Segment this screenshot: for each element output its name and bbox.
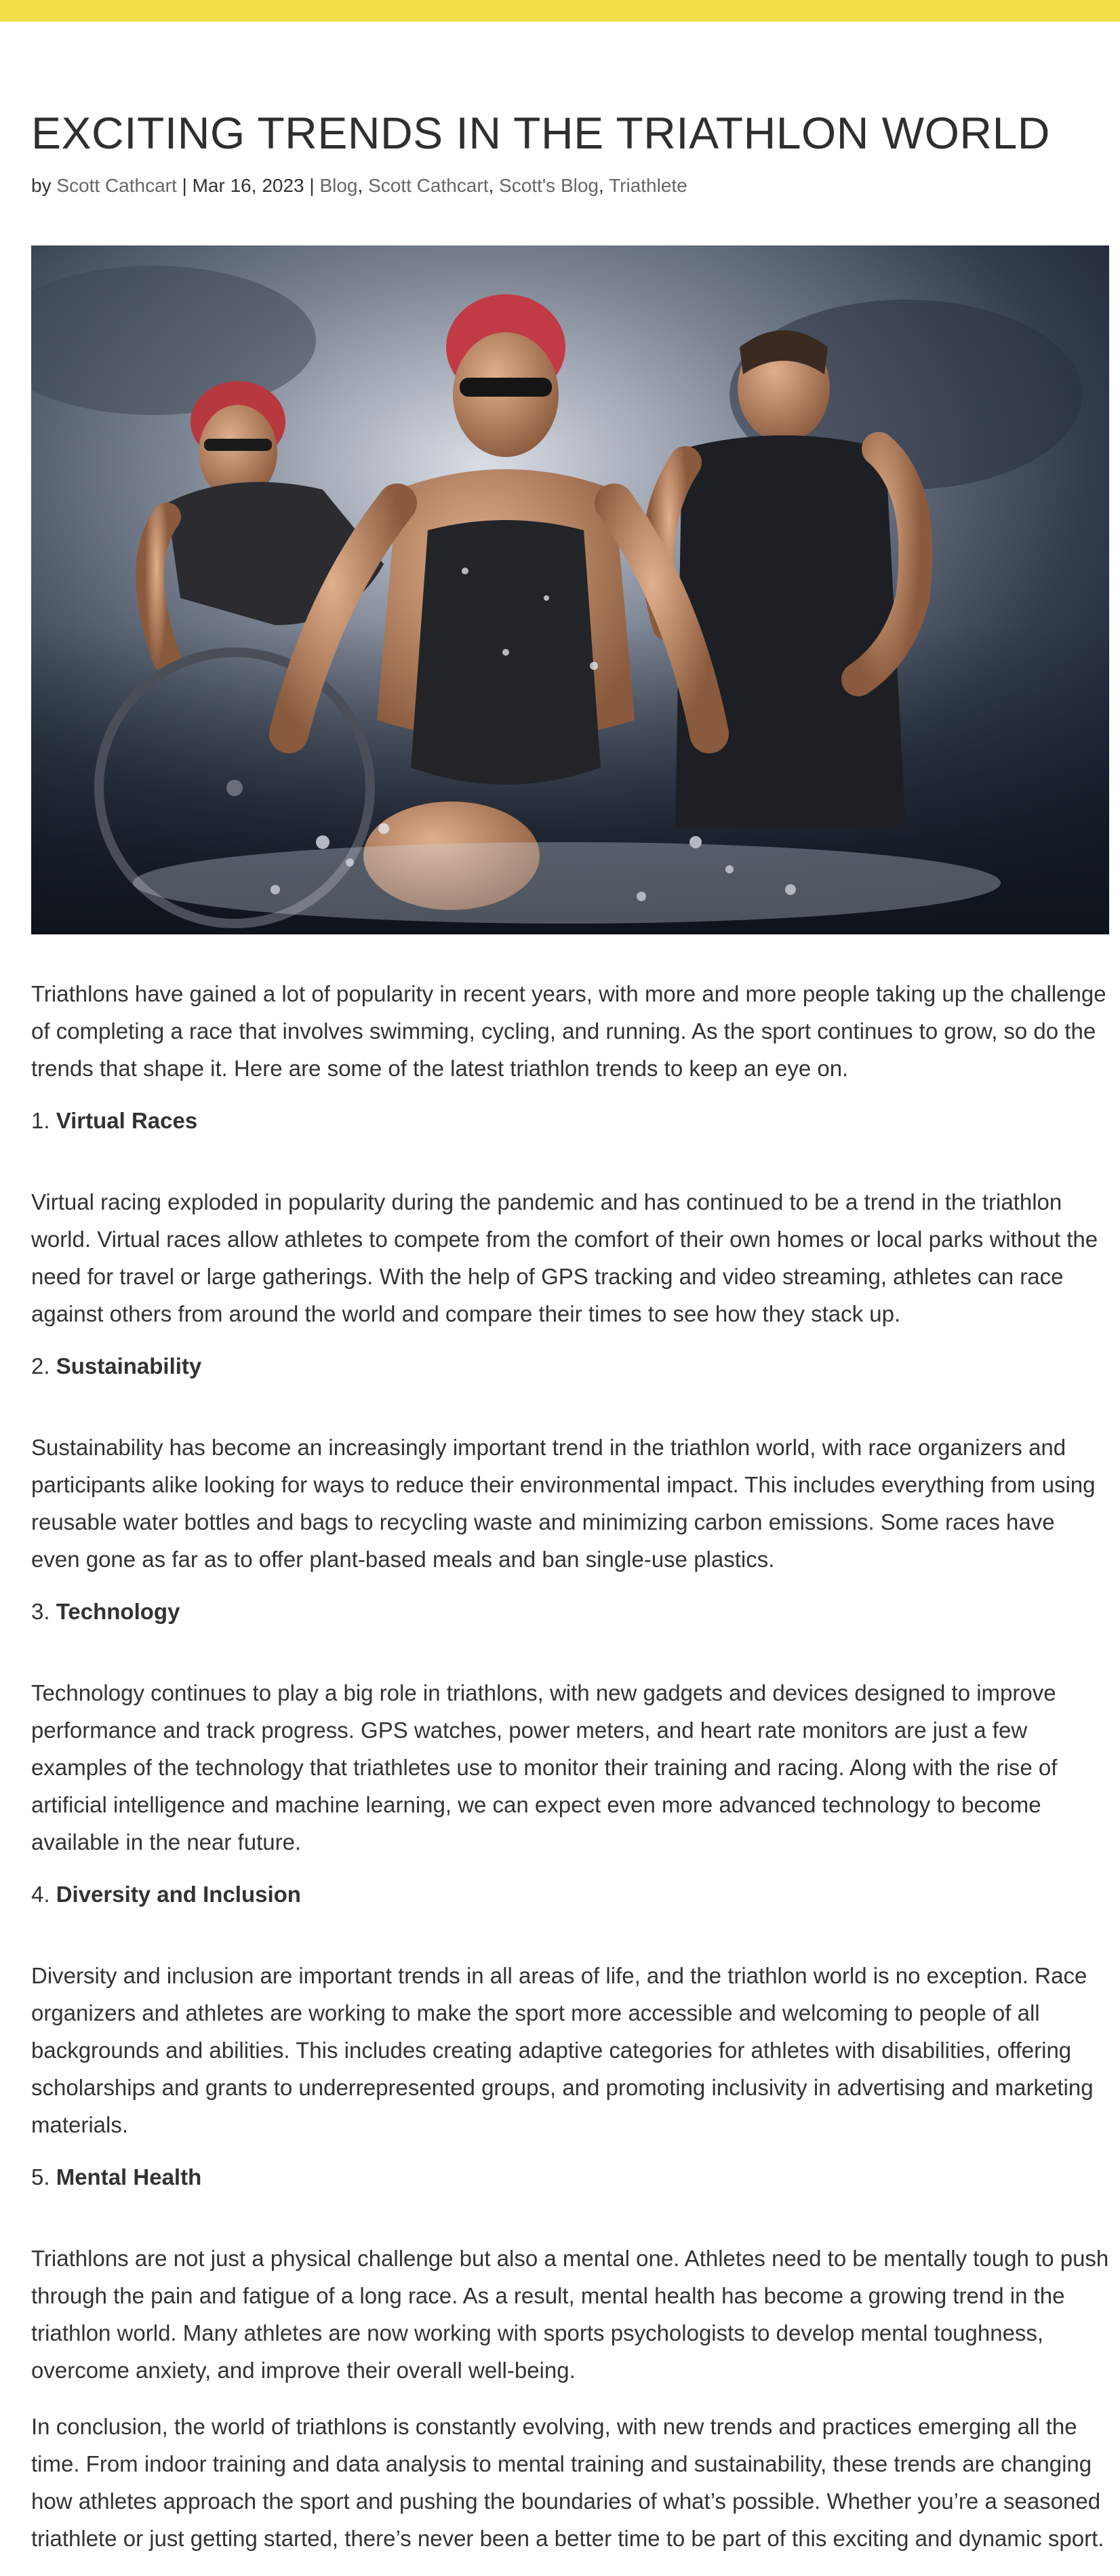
section-title: Virtual Races <box>56 1108 198 1133</box>
blog-post <box>31 102 1109 2576</box>
section-number: 4. <box>31 1882 50 1907</box>
meta-by: by <box>31 175 52 196</box>
post-meta: by Scott Cathcart | Mar 16, 2023 | Blog, Scott Cathcart, Scott's Blog, Triathlete <box>31 175 687 196</box>
section-title: Mental Health <box>56 2164 202 2189</box>
section-number: 1. <box>31 1108 50 1133</box>
section-title: Sustainability <box>56 1353 202 1379</box>
category-link-scott-cathcart[interactable]: Scott Cathcart <box>368 175 489 196</box>
category-link-triathlete[interactable]: Triathlete <box>609 175 687 196</box>
section-heading-mental-health <box>31 2162 1109 2192</box>
section-paragraph: Virtual racing exploded in popularity during the pandemic and has continued to be a trend in the triathlon world. Virtual races allow athletes to compete from the comfort of their own homes or local parks without the need for travel or large gatherings. With the help of GPS tracking and video streaming, athletes can race against others from around the world and compare their times to see how they stack up. <box>31 1189 1098 1326</box>
intro-paragraph: Triathlons have gained a lot of popularity in recent years, with more and more people taking up the challenge of completing a race that involves swimming, cycling, and running. As the sport continues to grow, so do the trends that shape it. Here are some of the latest triathlon trends to keep an eye on. <box>31 981 1106 1081</box>
triathlon-athletes-illustration <box>31 245 1109 934</box>
featured-image <box>31 245 1109 934</box>
meta-separator: | <box>309 175 315 196</box>
category-link-scotts-blog[interactable]: Scott's Blog <box>499 175 599 196</box>
section-paragraph: Technology continues to play a big role in triathlons, with new gadgets and devices designed to improve performance and track progress. GPS watches, power meters, and heart rate monitors are just a few examples of the technology that triathletes use to monitor their training and racing. Along with the rise of artificial intelligence and machine learning, we can expect even more advanced technology to become available in the near future. <box>31 1680 1058 1855</box>
section-title: Technology <box>56 1599 180 1624</box>
top-accent-bar <box>0 0 1120 22</box>
meta-separator: | <box>182 175 187 196</box>
section-number: 3. <box>31 1599 50 1624</box>
post-date: Mar 16, 2023 <box>192 175 304 196</box>
section-heading-technology <box>31 1597 1109 1627</box>
section-heading-sustainability <box>31 1351 1109 1381</box>
section-heading-diversity-inclusion <box>31 1880 1109 1909</box>
post-title: EXCITING TRENDS IN THE TRIATHLON WORLD <box>31 108 1050 158</box>
conclusion-paragraph: In conclusion, the world of triathlons is constantly evolving, with new trends and practices emerging all the time. From indoor training and data analysis to mental training and sustainability, these trends are changing how athletes approach the sport and pushing the boundaries of what’s possible. Whether you’re a seasoned triathlete or just getting started, there’s never been a better time to be part of this exciting and dynamic sport. <box>31 2414 1104 2551</box>
post-body <box>31 975 1109 2557</box>
category-link-blog[interactable]: Blog <box>319 175 358 196</box>
section-number: 5. <box>31 2164 50 2189</box>
section-heading-virtual-races <box>31 1106 1109 1136</box>
section-number: 2. <box>31 1353 50 1379</box>
section-title: Diversity and Inclusion <box>56 1882 301 1907</box>
section-paragraph: Sustainability has become an increasingly important trend in the triathlon world, with race organizers and participants alike looking for ways to reduce their environmental impact. This includes everything from using reusable water bottles and bags to recycling waste and minimizing carbon emissions. Some races have even gone as far as to offer plant-based meals and ban single-use plastics. <box>31 1435 1096 1572</box>
section-paragraph: Diversity and inclusion are important trends in all areas of life, and the triathlon world is no exception. Race organizers and athletes are working to make the sport more accessible and welcoming to people of all backgrounds and abilities. This includes creating adaptive categories for athletes with disabilities, offering scholarships and grants to underrepresented groups, and promoting inclusivity in advertising and marketing materials. <box>31 1963 1094 2137</box>
section-paragraph: Triathlons are not just a physical challenge but also a mental one. Athletes need to be mentally tough to push through the pain and fatigue of a long race. As a result, mental health has become a growing trend in the triathlon world. Many athletes are now working with sports psychologists to develop mental toughness, overcome anxiety, and improve their overall well-being. <box>31 2246 1109 2383</box>
author-link[interactable]: Scott Cathcart <box>56 175 177 196</box>
